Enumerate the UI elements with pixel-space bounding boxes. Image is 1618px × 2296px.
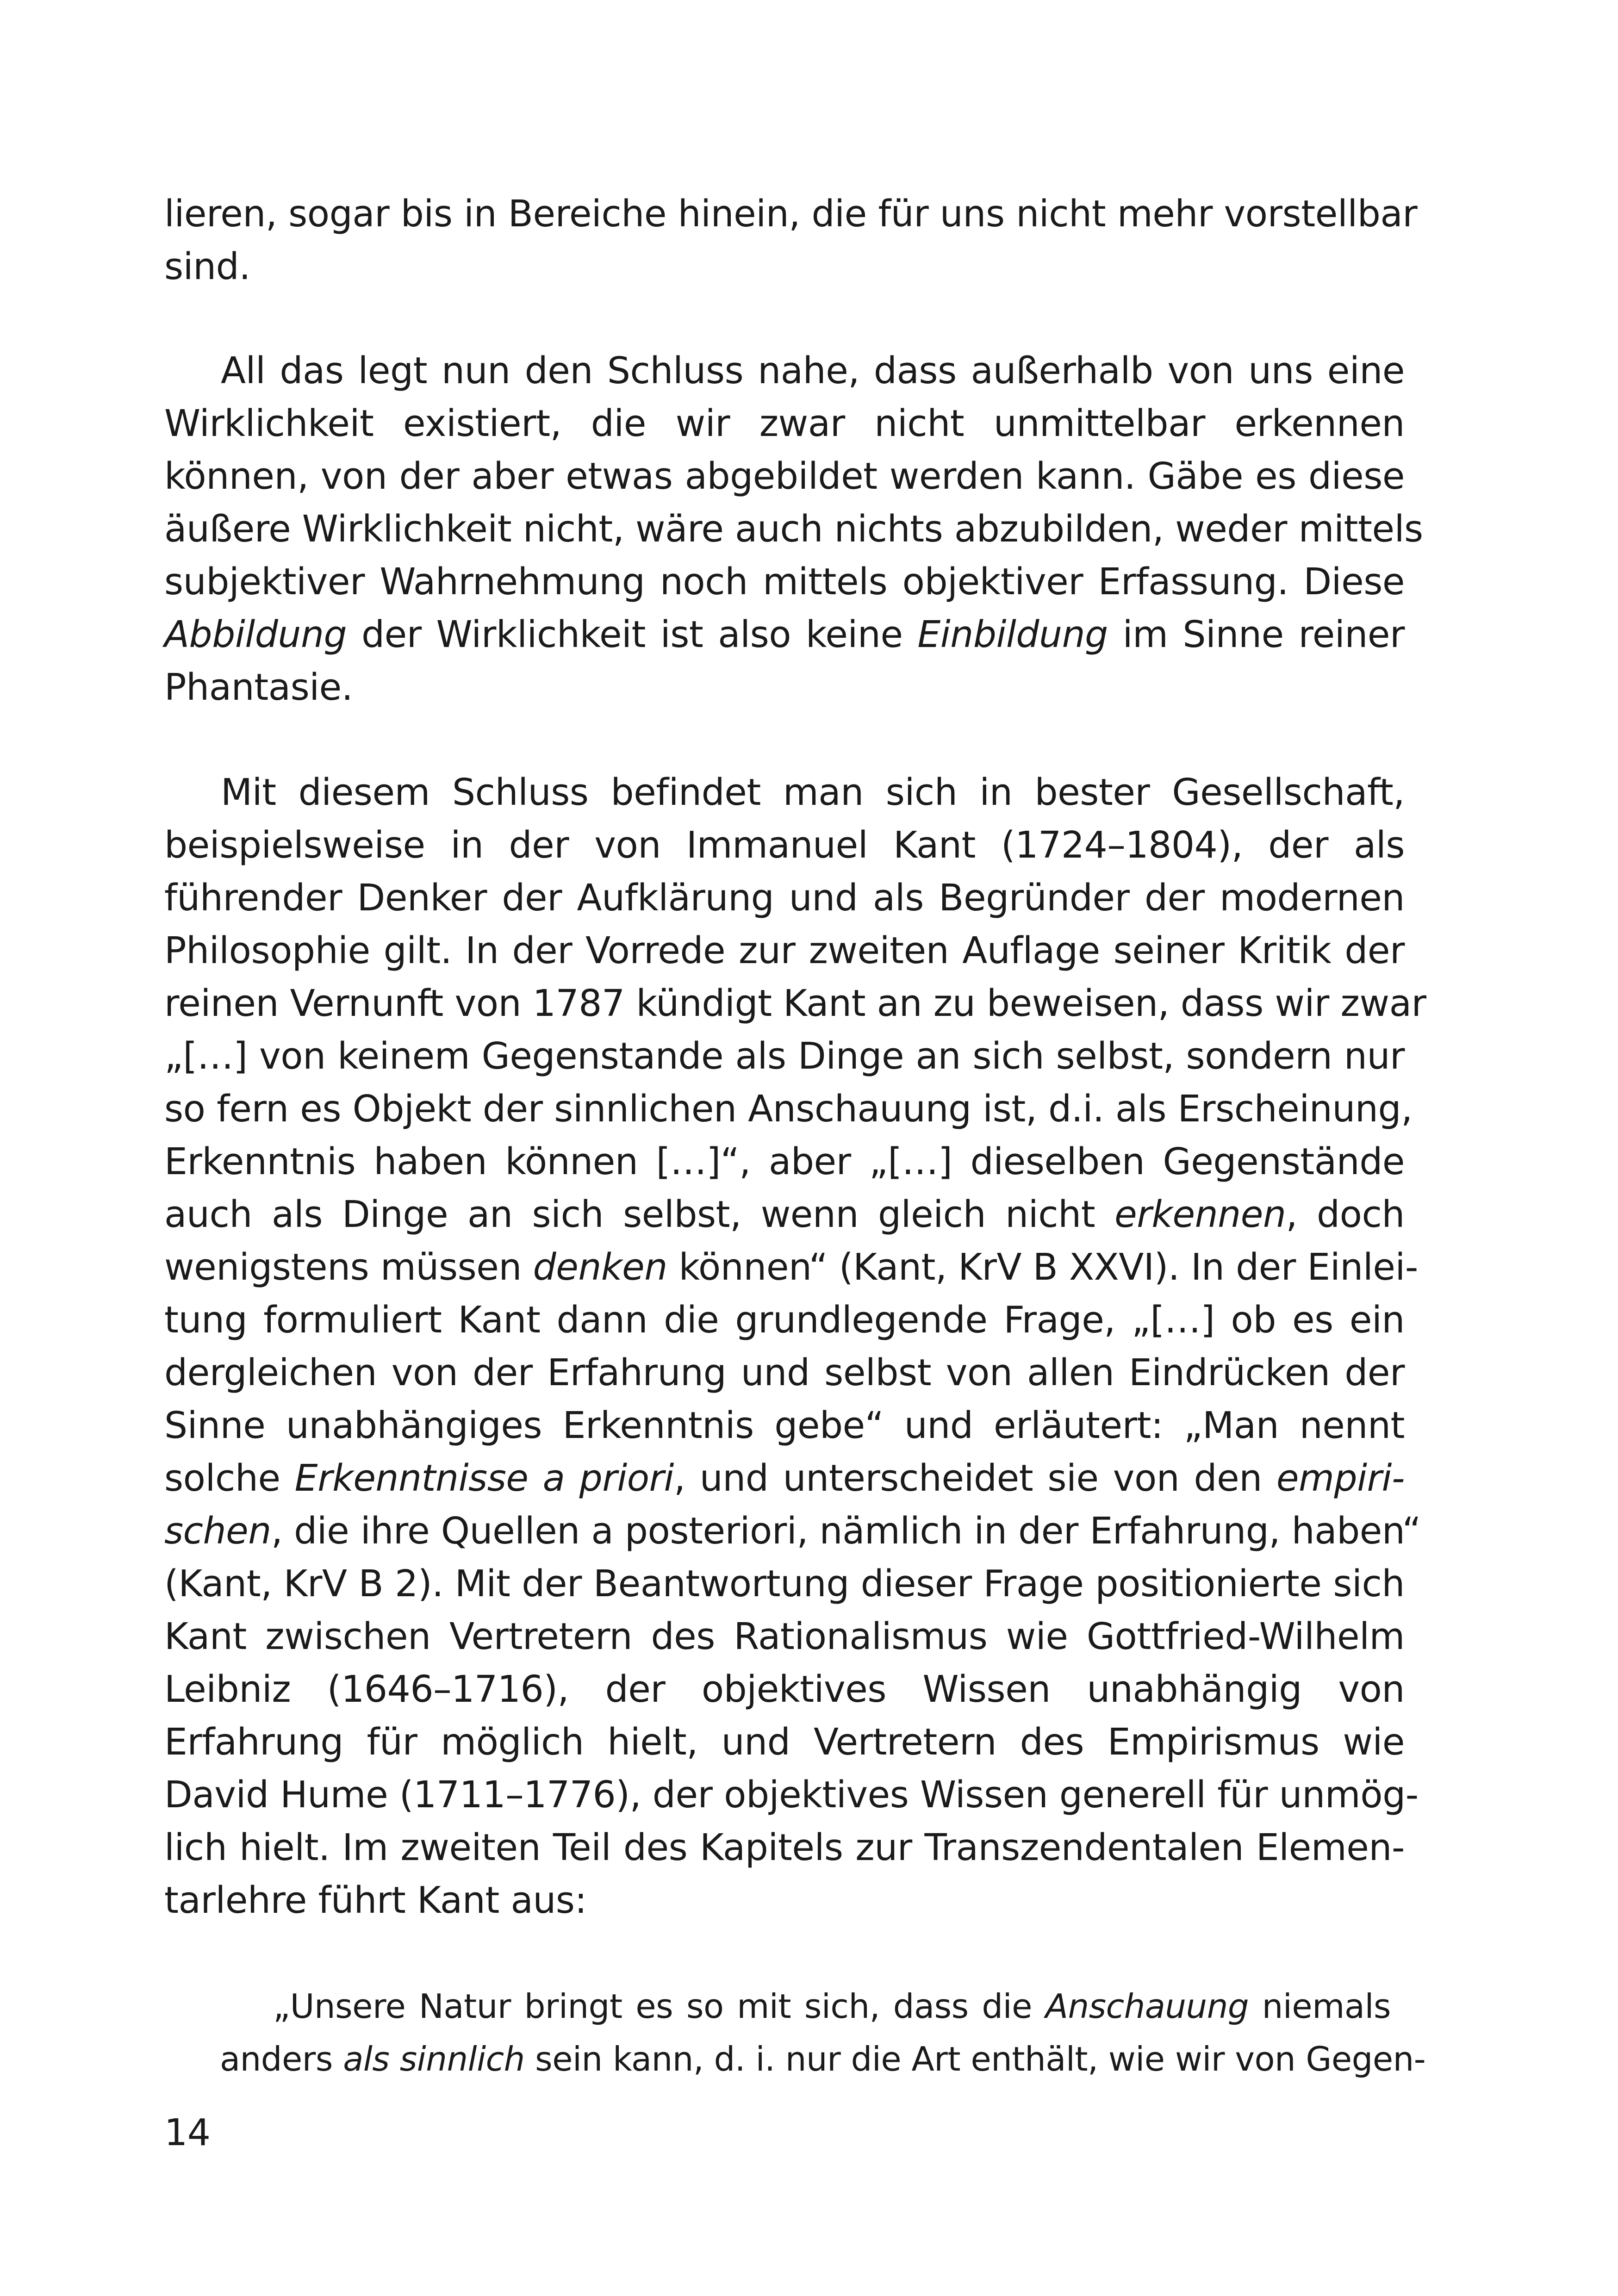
text-line: David Hume (1711–1776), der objektives Wissen generell für unmög- [164,1773,1419,1816]
text-line: Kant zwischen Vertretern des Rationalismus wie Gottfried-Wilhelm [164,1615,1405,1658]
page-number: 14 [164,2111,211,2154]
text-line: führender Denker der Aufklärung und als Begründer der modernen [164,877,1405,919]
text-line: Erfahrung für möglich hielt, und Vertretern des Empirismus wie [164,1721,1405,1763]
text-line: sind. [164,245,250,288]
text-line: reinen Vernunft von 1787 kündigt Kant an zu beweisen, dass wir zwar [164,982,1426,1025]
quote-line: „Unsere Natur bringt es so mit sich, dass die Anschauung niemals [273,1987,1391,2026]
text-line: können, von der aber etwas abgebildet werden kann. Gäbe es diese [164,455,1405,498]
text-line: subjektiver Wahrnehmung noch mittels objektiver Erfassung. Diese [164,560,1405,603]
text-line: tung formuliert Kant dann die grundlegende Frage, „[…] ob es ein [164,1299,1405,1341]
text-line: Leibniz (1646–1716), der objektives Wissen unabhängig von [164,1668,1405,1711]
text-line: solche Erkenntnisse a priori, und unterscheidet sie von den empiri- [164,1457,1405,1500]
text-line: lich hielt. Im zweiten Teil des Kapitels zur Transzendentalen Elemen- [164,1826,1405,1869]
paragraph-2 [164,344,1423,714]
paragraph-3 [164,766,1426,1927]
paragraph-1 [164,187,1418,293]
emphasis: schen [164,1510,271,1552]
emphasis: empiri- [1276,1457,1405,1500]
emphasis: denken [533,1246,667,1288]
emphasis: Erkenntnisse a priori [294,1457,674,1500]
text-line: dergleichen von der Erfahrung und selbst von allen Eindrücken der [164,1351,1405,1394]
text-line: All das legt nun den Schluss nahe, dass außerhalb von uns eine [221,349,1405,392]
text-line: wenigstens müssen denken können“ (Kant, KrV B XXVI). In der Einlei- [164,1246,1418,1288]
text-line: schen, die ihre Quellen a posteriori, nämlich in der Erfahrung, haben“ [164,1510,1421,1552]
text-line: Philosophie gilt. In der Vorrede zur zweiten Auflage seiner Kritik der [164,929,1405,972]
text-line: „[…] von keinem Gegenstande als Dinge an sich selbst, sondern nur [164,1035,1405,1077]
text-line: tarlehre führt Kant aus: [164,1879,587,1922]
emphasis: Einbildung [917,613,1108,656]
quote-line: anders als sinnlich sein kann, d. i. nur die Art enthält, wie wir von Gegen- [220,2040,1426,2078]
text-line: beispielsweise in der von Immanuel Kant (1724–1804), der als [164,824,1405,866]
text-line: Mit diesem Schluss befindet man sich in bester Gesellschaft, [221,771,1405,814]
text-line: äußere Wirklichkeit nicht, wäre auch nichts abzubilden, weder mittels [164,508,1423,550]
emphasis: Anschauung [1045,1987,1249,2026]
text-line: so fern es Objekt der sinnlichen Anschauung ist, d.i. als Erscheinung, [164,1088,1413,1130]
text-line: Wirklichkeit existiert, die wir zwar nicht unmittelbar erkennen [164,402,1405,445]
text-line: Sinne unabhängiges Erkenntnis gebe“ und erläutert: „Man nennt [164,1404,1405,1447]
text-line: Erkenntnis haben können […]“, aber „[…] dieselben Gegenstände [164,1140,1405,1183]
emphasis: als sinnlich [343,2040,525,2078]
text-line: (Kant, KrV B 2). Mit der Beantwortung dieser Frage positionierte sich [164,1562,1405,1605]
document-page [164,0,1426,2296]
emphasis: Abbildung [164,613,347,656]
emphasis: erkennen [1114,1193,1286,1236]
text-line: Phantasie. [164,666,353,709]
text-line: lieren, sogar bis in Bereiche hinein, die für uns nicht mehr vorstellbar [164,193,1418,235]
text-line: auch als Dinge an sich selbst, wenn gleich nicht erkennen, doch [164,1193,1405,1236]
block-quote [220,1980,1426,2085]
text-line: Abbildung der Wirklichkeit ist also keine Einbildung im Sinne reiner [164,613,1405,656]
